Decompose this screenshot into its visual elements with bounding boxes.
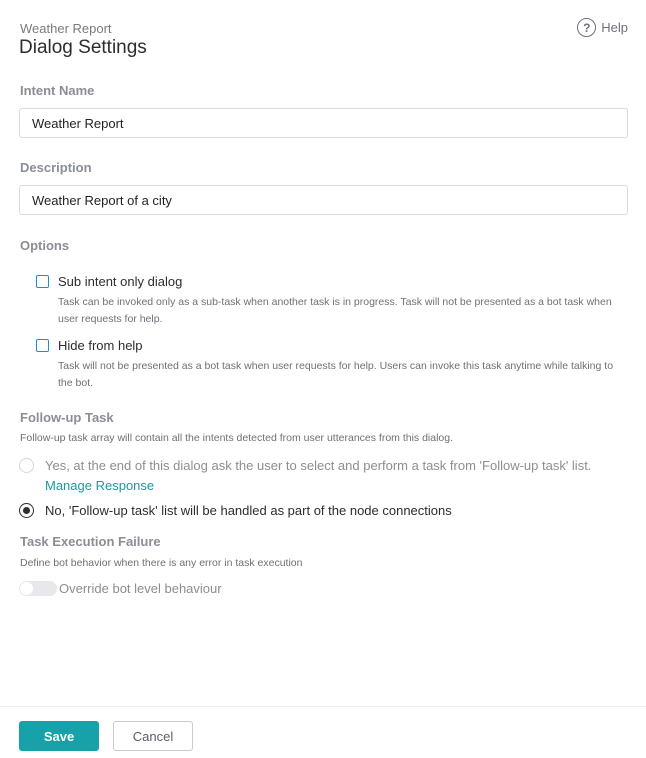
- page-title: Dialog Settings: [19, 37, 147, 58]
- help-label: Help: [601, 20, 628, 35]
- follow-up-no-option[interactable]: [19, 503, 452, 518]
- follow-up-yes-label: Yes, at the end of this dialog ask the user to select and perform a task from 'Follow-up task' list.: [45, 458, 592, 473]
- follow-up-no-label: No, 'Follow-up task' list will be handled as part of the node connections: [45, 503, 452, 518]
- cancel-button[interactable]: Cancel: [113, 721, 193, 751]
- description-label: Description: [20, 160, 92, 175]
- task-failure-description: Define bot behavior when there is any error in task execution: [20, 557, 303, 569]
- description-input[interactable]: [19, 185, 628, 215]
- manage-response-link[interactable]: Manage Response: [45, 478, 155, 493]
- sub-intent-checkbox[interactable]: [36, 275, 49, 288]
- hide-from-help-description: Task will not be presented as a bot task when user requests for help. Users can invoke this task anytime while talking to the bot.: [58, 360, 614, 389]
- sub-intent-description: Task can be invoked only as a sub-task when another task is in progress. Task will not be presented as a bot task when user requests for help.: [58, 296, 612, 325]
- sub-intent-option[interactable]: [36, 274, 182, 289]
- hide-from-help-label: Hide from help: [58, 338, 143, 353]
- override-behaviour-option[interactable]: [19, 581, 222, 596]
- follow-up-no-radio[interactable]: [19, 503, 34, 518]
- follow-up-yes-option[interactable]: [19, 458, 591, 473]
- breadcrumb-intent-name: Weather Report: [20, 21, 112, 36]
- sub-intent-label: Sub intent only dialog: [58, 274, 183, 289]
- hide-from-help-option[interactable]: [36, 338, 143, 353]
- intent-name-label: Intent Name: [20, 83, 95, 98]
- follow-up-label: Follow-up Task: [20, 410, 114, 425]
- task-failure-label: Task Execution Failure: [20, 534, 161, 549]
- follow-up-yes-radio[interactable]: [19, 458, 34, 473]
- question-circle-icon: ?: [577, 18, 596, 37]
- follow-up-description: Follow-up task array will contain all the intents detected from user utterances from this dialog.: [20, 432, 454, 444]
- override-behaviour-label: Override bot level behaviour: [59, 581, 222, 596]
- help-link[interactable]: [577, 18, 628, 37]
- intent-name-input[interactable]: [19, 108, 628, 138]
- save-button[interactable]: Save: [19, 721, 99, 751]
- hide-from-help-checkbox[interactable]: [36, 339, 49, 352]
- override-behaviour-toggle[interactable]: [19, 581, 57, 596]
- options-label: Options: [20, 238, 70, 253]
